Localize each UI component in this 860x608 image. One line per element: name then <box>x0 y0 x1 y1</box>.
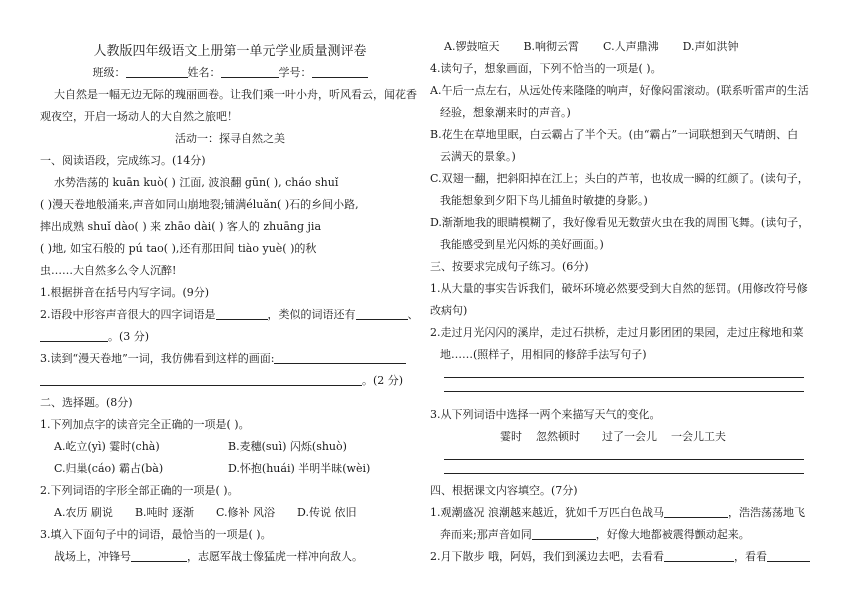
option[interactable]: A.屹立(yì) 霎时(chà) <box>54 440 160 453</box>
option-cont: 我能感受到星光闪烁的美好画面。) <box>440 238 604 251</box>
name-field[interactable] <box>221 63 279 78</box>
id-label: 学号： <box>278 66 312 79</box>
question-text: 2.月下散步 哦，阿妈，我们到溪边去吧，去看看 <box>430 550 664 563</box>
passage-line: 摔出成熟 shuǐ dào( ) 来 zhāo dài( ) 客人的 zhuāng jia <box>40 220 321 233</box>
question: 1.下列加点字的读音完全正确的一项是( )。 <box>40 418 250 431</box>
right-column <box>430 36 810 568</box>
question-text: ，看看 <box>734 550 767 563</box>
answer-blank[interactable] <box>216 305 268 320</box>
answer-blank[interactable] <box>532 525 596 540</box>
question <box>430 546 810 568</box>
option[interactable]: A.午后一点左右，从远处传来隆隆的响声，好像闷雷滚动。(联系听雷声的生活 <box>430 84 809 97</box>
answer-blank[interactable] <box>767 547 810 562</box>
question-text: 战场上，冲锋号 <box>54 550 131 563</box>
option-cont: 经验，想象潮来时的声音。) <box>440 106 571 119</box>
question: 2.走过月光闪闪的溪岸，走过石拱桥，走过月影团团的果园，走过庄稼地和菜 <box>430 326 804 339</box>
option-row <box>430 36 810 58</box>
question: 1.从大量的事实告诉我们，破坏环境必然要受到大自然的惩罚。(用修改符号修 <box>430 282 808 295</box>
question-cont: 地……(照样子，用相同的修辞手法写句子) <box>440 348 647 361</box>
option-cont: 云满天的景象。) <box>440 150 516 163</box>
answer-blank[interactable] <box>664 503 728 518</box>
option[interactable]: B.响彻云霄 <box>523 40 580 53</box>
answer-blank[interactable] <box>274 349 406 364</box>
option[interactable]: D.传说 依旧 <box>297 506 357 519</box>
question-text: 。(3 分) <box>108 330 150 343</box>
question: 3.填入下面句子中的词语，最恰当的一项是( )。 <box>40 528 272 541</box>
section-heading: 四、根据课文内容填空。(7分) <box>430 484 578 497</box>
question: 4.读句子，想象画面，下列不恰当的一项是( )。 <box>430 62 662 75</box>
question-sentence <box>40 546 420 568</box>
question-text: ，志愿军战士像猛虎一样冲向敌人。 <box>187 550 363 563</box>
option[interactable]: D.渐渐地我的眼睛模糊了，我好像看见无数萤火虫在我的周围飞舞。(读句子， <box>430 216 810 229</box>
answer-blank[interactable] <box>40 371 362 386</box>
answer-line[interactable] <box>444 472 804 474</box>
question <box>430 502 810 524</box>
question-text: ，浩浩荡荡地飞 <box>728 506 805 519</box>
question <box>40 326 420 348</box>
word: 忽然顿时 <box>536 430 580 443</box>
id-field[interactable] <box>312 63 368 78</box>
section-heading: 三、按要求完成句子练习。(6分) <box>430 260 589 273</box>
answer-line[interactable] <box>444 458 804 460</box>
name-label: 姓名： <box>187 66 221 79</box>
class-field[interactable] <box>126 63 188 78</box>
option-row <box>40 436 420 458</box>
option-cont: 我能想象到夕阳下鸟儿捕鱼时敏捷的身影。) <box>440 194 648 207</box>
section-heading: 二、选择题。(8分) <box>40 396 133 409</box>
answer-blank[interactable] <box>40 327 108 342</box>
option[interactable]: C.双翅一翻，把斜阳掉在江上；头白的芦苇，也妆成一瞬的红颜了。(读句子， <box>430 172 809 185</box>
question-text: 。(2 分) <box>362 374 404 387</box>
question-cont: 改病句) <box>430 304 468 317</box>
intro-line: 大自然是一幅无边无际的瑰丽画卷。让我们乘一叶小舟，听风看云，闻花香 <box>54 88 417 101</box>
question <box>40 348 420 370</box>
option-row <box>40 502 420 524</box>
option[interactable]: D.声如洪钟 <box>682 40 739 53</box>
word: 一会儿工夫 <box>671 430 726 443</box>
question-text: 3.读到“漫天卷地”一词，我仿佛看到这样的画面: <box>40 352 275 365</box>
intro-line: 观夜空，开启一场动人的大自然之旅吧！ <box>40 110 238 123</box>
section-heading: 一、阅读语段，完成练习。(14分) <box>40 154 206 167</box>
option[interactable]: B.花生在草地里眠，白云霸占了半个天。(由“霸占”一词联想到天气晴朗、白 <box>430 128 799 141</box>
passage-line: 水势浩荡的 kuān kuò( ) 江面, 波浪翻 gūn( ), cháo shuǐ <box>54 176 339 189</box>
word-bank <box>430 426 810 448</box>
word: 过了一会儿 <box>602 430 657 443</box>
word: 霎时 <box>500 430 522 443</box>
question-text: 奔而来;那声音如同 <box>440 528 532 541</box>
passage-line: 虫……大自然多么令人沉醉! <box>40 264 177 277</box>
option[interactable]: C.归巢(cáo) 霸占(bà) <box>54 462 164 475</box>
question-cont <box>430 524 810 546</box>
question-text: ，类似的词语还有 <box>267 308 356 321</box>
option[interactable]: A.农历 刷说 <box>54 506 113 519</box>
question <box>40 304 420 326</box>
option-row <box>40 458 420 480</box>
answer-blank[interactable] <box>664 547 734 562</box>
answer-blank[interactable] <box>356 305 408 320</box>
option[interactable]: A.锣鼓喧天 <box>444 40 500 53</box>
activity-title: 活动一：探寻自然之美 <box>175 132 285 145</box>
answer-blank[interactable] <box>131 547 187 562</box>
question-text: 2.语段中形容声音很大的四字词语是 <box>40 308 216 321</box>
left-column <box>40 62 420 568</box>
option[interactable]: C.修补 风浴 <box>216 506 276 519</box>
page-title: 人教版四年级语文上册第一单元学业质量测评卷 <box>93 44 367 59</box>
question: 1.根据拼音在括号内写字词。(9分) <box>40 286 210 299</box>
question: 3.从下列词语中选择一两个来描写天气的变化。 <box>430 408 661 421</box>
question: 2.下列词语的字形全部正确的一项是( )。 <box>40 484 239 497</box>
answer-line[interactable] <box>444 390 804 392</box>
option[interactable]: B.吨时 逐渐 <box>134 506 195 519</box>
passage-line: ( )漫天卷地般涌来,声音如同山崩地裂;铺满éluǎn( )石的乡间小路, <box>40 198 359 211</box>
option[interactable]: D.怀抱(huái) 半明半昧(wèi) <box>228 462 371 475</box>
student-fields <box>40 62 420 84</box>
question-text: 1.观潮盛况 浪潮越来越近，犹如千万匹白色战马 <box>430 506 664 519</box>
question-text: ，好像大地都被震得颤动起来。 <box>595 528 750 541</box>
option[interactable]: B.麦穗(suì) 闪烁(shuò) <box>228 440 347 453</box>
option[interactable]: C.人声鼎沸 <box>603 40 659 53</box>
class-label: 班级： <box>92 66 126 79</box>
answer-line[interactable] <box>444 376 804 378</box>
question <box>40 370 420 392</box>
passage-line: ( )地, 如宝石般的 pú tao( ),还有那田间 tiào yuè( )的秋 <box>40 242 317 255</box>
question-text: 、 <box>407 308 419 321</box>
